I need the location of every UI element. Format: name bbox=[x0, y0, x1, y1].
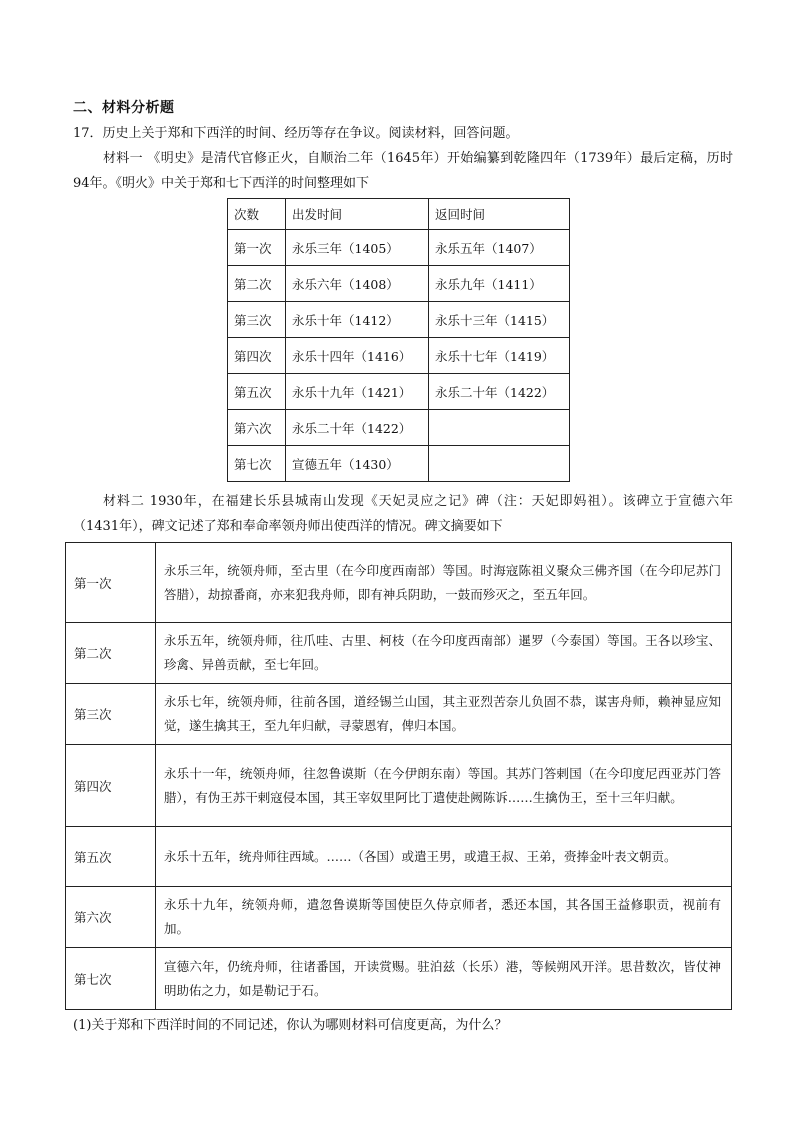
voyage-record: 永乐十五年，统舟师往西域。……（各国）或遣王男，或遣王叔、王弟，赍捧金叶表文朝贡。 bbox=[156, 827, 732, 887]
voyage-number: 第四次 bbox=[66, 745, 156, 827]
departure-time: 永乐十年（1412） bbox=[286, 302, 429, 338]
departure-time: 永乐十九年（1421） bbox=[286, 374, 429, 410]
voyage-number: 第三次 bbox=[66, 684, 156, 745]
table-row bbox=[66, 745, 732, 827]
voyage-number: 第二次 bbox=[228, 266, 286, 302]
voyage-record: 永乐七年，统领舟师，往前各国，道经锡兰山国，其主亚烈苦奈儿负固不恭，谋害舟师，赖神显应知觉，遂生擒其王，至九年归献，寻蒙恩宥，俾归本国。 bbox=[156, 684, 732, 745]
table-row bbox=[228, 446, 570, 482]
table-row bbox=[228, 266, 570, 302]
voyage-record: 永乐十一年，统领舟师，往忽鲁谟斯（在今伊朗东南）等国。其苏门答剌国（在今印度尼西亚苏门答腊），有伪王苏干剌寇侵本国，其王宰奴里阿比丁遣使赴阙陈诉……生擒伪王，至十三年归献。 bbox=[156, 745, 732, 827]
return-time: 永乐九年（1411） bbox=[429, 266, 570, 302]
voyage-record: 宣德六年，仍统舟师，往诸番国，开读赏赐。驻泊兹（长乐）港，等候朔风开洋。思昔数次，皆仗神明助佑之力，如是勒记于石。 bbox=[156, 948, 732, 1010]
voyage-number: 第七次 bbox=[66, 948, 156, 1010]
question-17: 17．历史上关于郑和下西洋的时间、经历等存在争议。阅读材料，回答问题。 bbox=[73, 126, 519, 141]
header-departure: 出发时间 bbox=[286, 199, 429, 230]
departure-time: 永乐三年（1405） bbox=[286, 230, 429, 266]
return-time bbox=[429, 446, 570, 482]
table-row bbox=[66, 623, 732, 684]
voyage-number: 第二次 bbox=[66, 623, 156, 684]
table-row bbox=[228, 302, 570, 338]
voyage-number: 第一次 bbox=[66, 543, 156, 623]
departure-time: 永乐十四年（1416） bbox=[286, 338, 429, 374]
voyage-number: 第六次 bbox=[228, 410, 286, 446]
voyage-number: 第一次 bbox=[228, 230, 286, 266]
voyage-number: 第三次 bbox=[228, 302, 286, 338]
header-return: 返回时间 bbox=[429, 199, 570, 230]
table-row bbox=[228, 338, 570, 374]
sub-question-1: (1)关于郑和下西洋时间的不同记述，你认为哪则材料可信度更高，为什么？ bbox=[73, 1018, 508, 1033]
voyage-number: 第七次 bbox=[228, 446, 286, 482]
material-1-text: 材料一 《明史》是清代官修正火，自顺治二年（1645年）开始编纂到乾隆四年（1739年）最后定稿，历时94年。《明火》中关于郑和七下西洋的时间整理如下 bbox=[73, 151, 733, 191]
voyage-number: 第五次 bbox=[228, 374, 286, 410]
return-time: 永乐十七年（1419） bbox=[429, 338, 570, 374]
section-title: 二、材料分析题 bbox=[73, 100, 175, 116]
departure-time: 宣德五年（1430） bbox=[286, 446, 429, 482]
table-header-row bbox=[228, 199, 570, 230]
departure-time: 永乐二十年（1422） bbox=[286, 410, 429, 446]
header-count: 次数 bbox=[228, 199, 286, 230]
return-time bbox=[429, 410, 570, 446]
material-2-text: 材料二 1930年，在福建长乐县城南山发现《天妃灵应之记》碑（注：天妃即妈祖）。该碑立于宣德六年（1431年），碑文记述了郑和奉命率领舟师出使西洋的情况。碑文摘要如下 bbox=[73, 494, 733, 534]
return-time: 永乐十三年（1415） bbox=[429, 302, 570, 338]
table-row bbox=[66, 543, 732, 623]
voyage-number: 第六次 bbox=[66, 887, 156, 948]
voyage-record: 永乐三年，统领舟师，至古里（在今印度西南部）等国。时海寇陈祖义聚众三佛齐国（在今印尼苏门答腊），劫掠番商，亦来犯我舟师，即有神兵阴助，一鼓而殄灭之，至五年回。 bbox=[156, 543, 732, 623]
table-row bbox=[66, 684, 732, 745]
return-time: 永乐五年（1407） bbox=[429, 230, 570, 266]
voyage-record: 永乐五年，统领舟师，往爪哇、古里、柯枝（在今印度西南部）暹罗（今泰国）等国。王各以珍宝、珍禽、异兽贡献，至七年回。 bbox=[156, 623, 732, 684]
voyage-number: 第四次 bbox=[228, 338, 286, 374]
table-row bbox=[228, 410, 570, 446]
table-row bbox=[66, 827, 732, 887]
voyage-time-table bbox=[227, 198, 570, 482]
voyage-record: 永乐十九年，统领舟师，遣忽鲁谟斯等国使臣久侍京师者，悉还本国，其各国王益修职贡，视前有加。 bbox=[156, 887, 732, 948]
table-row bbox=[66, 887, 732, 948]
table-row bbox=[228, 374, 570, 410]
table-row bbox=[228, 230, 570, 266]
stele-excerpt-table bbox=[65, 542, 732, 1010]
return-time: 永乐二十年（1422） bbox=[429, 374, 570, 410]
table-row bbox=[66, 948, 732, 1010]
voyage-number: 第五次 bbox=[66, 827, 156, 887]
departure-time: 永乐六年（1408） bbox=[286, 266, 429, 302]
